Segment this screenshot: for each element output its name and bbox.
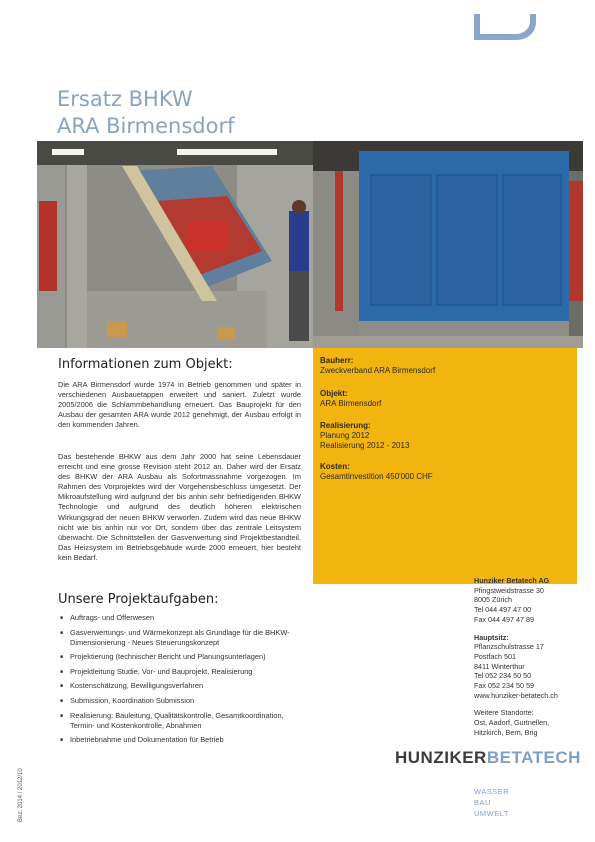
object-value: ARA Birmensdorf xyxy=(320,399,382,408)
task-item: ■ Kostenschätzung, Bewilligungsverfahren xyxy=(60,681,310,691)
task-item: ■ Inbetriebnahme und Dokumentation für Betrieb xyxy=(60,735,310,745)
brand-logo xyxy=(395,748,581,768)
task-item: ■ Submission, Koordination Submission xyxy=(60,696,310,706)
page-title-line1: Ersatz BHKW xyxy=(57,87,193,111)
hq-street: Pflanzschulstrasse 17 xyxy=(474,642,544,652)
hq-po: Postfach 501 xyxy=(474,651,516,661)
address-street: Pfingstweidstrasse 30 xyxy=(474,585,544,595)
more-locations-1: Weitere Standorte: xyxy=(474,708,534,718)
logo-mark-icon xyxy=(474,14,536,40)
realisation-value-2: Realisierung 2012 - 2013 xyxy=(320,441,410,450)
object-label: Objekt: xyxy=(320,389,348,398)
info-heading: Informationen zum Objekt: xyxy=(58,357,233,372)
brand-tagline xyxy=(474,786,509,819)
photo-bhkw-installation xyxy=(37,141,313,348)
task-item: ■ Auftrags- und Offerwesen xyxy=(60,613,310,623)
more-locations-3: Hitzkirch, Bern, Brig xyxy=(474,727,538,737)
page-title-line2: ARA Birmensdorf xyxy=(57,114,235,138)
task-item: ■ Projektierung (technischer Bericht und Planungsunterlagen) xyxy=(60,652,310,662)
owner-value: Zweckverband ARA Birmensdorf xyxy=(320,366,436,375)
tasks-list xyxy=(60,613,310,750)
task-item: ■ Gasverwertungs- und Wärmekonzept als Grundlage für die BHKW-Dimensionierung - Neues Steuerungskonzept xyxy=(60,628,310,648)
realisation-value-1: Planung 2012 xyxy=(320,431,370,440)
more-locations-2: Ost, Aadorf, Gurtnellen, xyxy=(474,718,550,728)
task-item: ■ Projektleitung Studie, Vor- und Bauprojekt, Realisierung xyxy=(60,667,310,677)
side-reference-note: Bez: 2014 / 2012/10 xyxy=(18,768,24,822)
website-link[interactable]: www.hunziker-betatech.ch xyxy=(474,690,558,700)
info-paragraph-1: Die ARA Birmensdorf wurde 1974 in Betrieb genommen und später in verschiedenen Ausbauetappen erweitert und saniert. Zuletzt wurde 2005/2006 die Schlammbehandlung erneuert. Das Bauprojekt für den Ausbau der gesamten ARA wurde 2012 genehmigt, der Ausbau erfolgt in den kommenden Jahren. xyxy=(58,380,301,430)
hq-label: Hauptsitz: xyxy=(474,632,509,642)
address-city: 8005 Zürich xyxy=(474,595,512,605)
task-item: ■ Realisierung: Bauleitung, Qualitätskontrolle, Gesamtkoordination, Termin- und Kostenkontrolle, Abnahmen xyxy=(60,711,310,731)
cost-label: Kosten: xyxy=(320,462,350,471)
hq-fax: Fax 052 234 50 59 xyxy=(474,681,534,691)
realisation-label: Realisierung: xyxy=(320,421,371,430)
photo-bhkw-enclosure xyxy=(313,141,583,348)
address-fax: Fax 044 497 47 89 xyxy=(474,614,534,624)
tagline-1: WASSER xyxy=(474,787,510,796)
tagline-3: UMWELT xyxy=(474,809,509,818)
brand-part1: HUNZIKER xyxy=(395,748,487,767)
project-facts-box xyxy=(313,348,577,584)
owner-label: Bauherr: xyxy=(320,356,354,365)
hq-tel: Tel 052 234 50 50 xyxy=(474,671,532,681)
tasks-heading: Unsere Projektaufgaben: xyxy=(58,592,219,607)
cost-value: Gesamtinvestition 450'000 CHF xyxy=(320,472,433,481)
brand-part2: BETATECH xyxy=(486,748,581,767)
hq-city: 8411 Winterthur xyxy=(474,661,525,671)
info-paragraph-2: Das bestehende BHKW aus dem Jahr 2000 hat seine Lebensdauer erreicht und eine grosse Revision steht 2012 an. Daher wird der Ersatz des BHKW der ARA Ausbau als Sofortmassnahme vorgezogen. Im Rahmen des Vorprojektes wird der Vorgehensbeschluss umgesetzt. Der Mikroaufstellung wird aufgrund der bis anhin sehr befriedigenden BHKW Technologie und aufgrund des deutlich höheren elektrischen Wirkungsgrad der neuen BHKW verworfen. Zudem wird das neue BHKW nicht wie bis anhin nur vor Ort, sondern über das zentrale Leitsystem überwacht. Die Schnittstellen der Gasverwertung sind Projektbestandteil. Das Heizsystem im Betriebsgebäude wurde 2000 erneuert, hier besteht kein Bedarf. xyxy=(58,452,301,562)
company-name: Hunziker Betatech AG xyxy=(474,576,550,585)
address-tel: Tel 044 497 47 00 xyxy=(474,605,532,615)
address-block xyxy=(474,576,589,738)
tagline-2: BAU xyxy=(474,798,491,807)
